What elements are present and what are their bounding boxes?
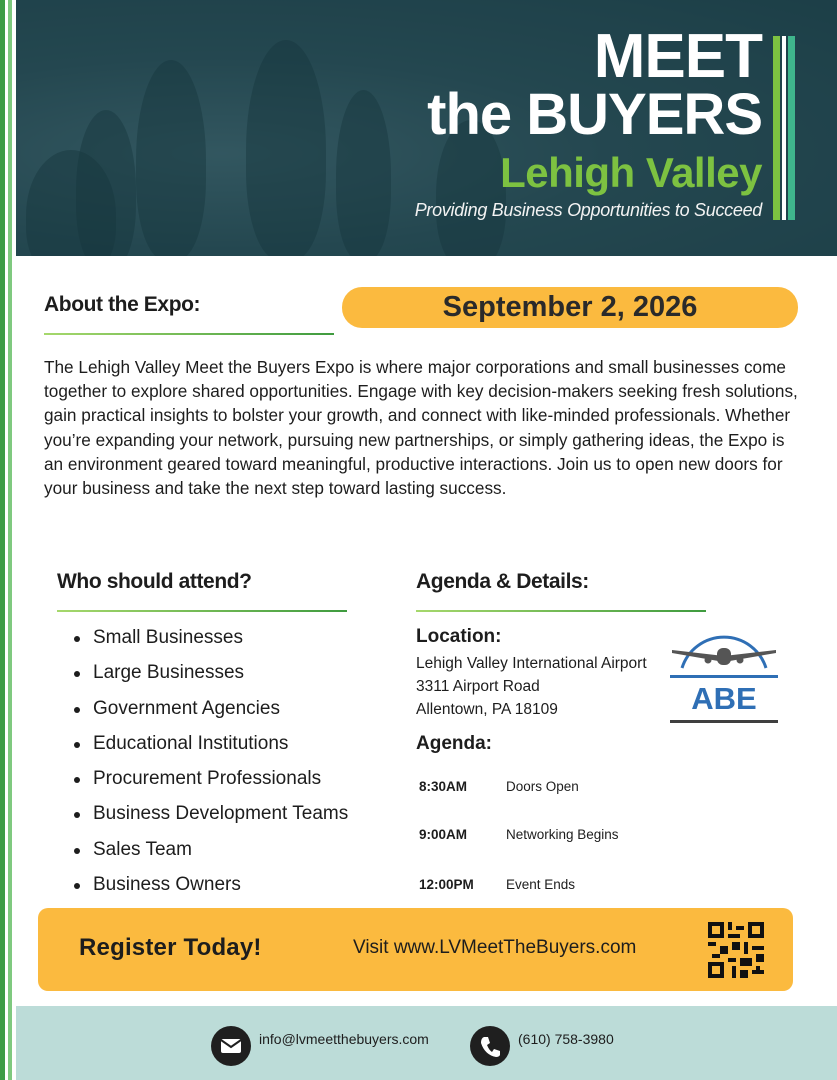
- footer-email[interactable]: info@lvmeetthebuyers.com: [259, 1031, 429, 1047]
- list-item: Government Agencies: [74, 696, 348, 731]
- agenda-desc: Doors Open: [506, 779, 579, 794]
- list-item: Educational Institutions: [74, 731, 348, 766]
- location-line: 3311 Airport Road: [416, 678, 540, 695]
- list-item: Large Businesses: [74, 660, 348, 695]
- location-label: Location:: [416, 626, 502, 647]
- list-item: Small Businesses: [74, 625, 348, 660]
- hero-region: Lehigh Valley: [500, 149, 762, 196]
- agenda-time: 9:00AM: [419, 827, 468, 842]
- list-item: Business Owners: [74, 872, 348, 907]
- mail-icon: [211, 1026, 251, 1066]
- hero-title-block: [414, 22, 762, 221]
- hero-tagline: Providing Business Opportunities to Succeed: [414, 200, 762, 220]
- agenda-heading: Agenda & Details:: [416, 570, 589, 593]
- agenda-divider: [416, 610, 706, 612]
- register-website-link[interactable]: Visit www.LVMeetTheBuyers.com: [353, 937, 637, 958]
- list-item: Procurement Professionals: [74, 766, 348, 801]
- hero-title-line1: MEET: [593, 22, 762, 91]
- attend-list: [74, 625, 348, 907]
- location-line: Allentown, PA 18109: [416, 701, 558, 718]
- about-divider: [44, 333, 334, 335]
- attend-divider: [57, 610, 347, 612]
- left-accent-strip: [0, 0, 16, 1080]
- location-line: Lehigh Valley International Airport: [416, 655, 647, 672]
- attend-heading: Who should attend?: [57, 570, 252, 593]
- agenda-label: Agenda:: [416, 733, 492, 754]
- list-item: Business Development Teams: [74, 801, 348, 836]
- about-heading: About the Expo:: [44, 293, 201, 316]
- phone-icon: [470, 1026, 510, 1066]
- agenda-desc: Networking Begins: [506, 827, 619, 842]
- hero-title-line2: the BUYERS: [427, 82, 762, 147]
- register-banner[interactable]: [38, 908, 793, 991]
- agenda-time: 8:30AM: [419, 779, 468, 794]
- list-item: Sales Team: [74, 837, 348, 872]
- agenda-desc: Event Ends: [506, 877, 576, 892]
- abe-airport-logo: [668, 620, 780, 726]
- abe-logo-text: ABE: [691, 681, 757, 716]
- about-description: The Lehigh Valley Meet the Buyers Expo is where major corporations and small businesses come together to explore shared opportunities. Engage with key decision-makers seeking fresh solutions, gain practical insights to bolster your growth, and connect with like-minded professionals. Whether you’re expanding your network, pursuing new partnerships, or simply gathering ideas, the Expo is an environment geared toward meaningful, productive interactions. Join us to open new doors for your business and take the next step toward lasting success.: [44, 357, 798, 499]
- event-date-badge: September 2, 2026: [342, 287, 798, 328]
- agenda-time: 12:00PM: [419, 877, 474, 892]
- airplane-icon: [672, 637, 776, 668]
- qr-code-icon[interactable]: [708, 922, 764, 978]
- register-title: Register Today!: [79, 934, 262, 961]
- footer-phone[interactable]: (610) 758-3980: [518, 1031, 614, 1047]
- hero-banner: [16, 0, 837, 256]
- hero-accent-bars: [773, 36, 795, 220]
- footer: [16, 1006, 837, 1080]
